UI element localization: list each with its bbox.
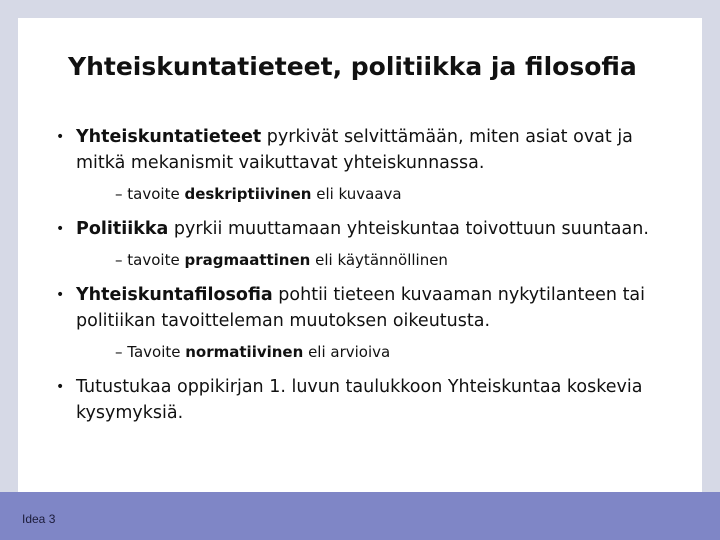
sub-item bbox=[56, 249, 676, 271]
sub-suffix: eli käytännöllinen bbox=[310, 251, 448, 269]
slide bbox=[18, 18, 702, 492]
bullet-text: pohtii tieteen kuvaaman nykytilanteen tai politiikan tavoitteleman muutoksen oikeutusta. bbox=[76, 285, 646, 331]
bullet-item bbox=[56, 216, 676, 242]
sub-suffix: eli kuvaava bbox=[311, 185, 402, 203]
bullet-bold-term: Yhteiskuntafilosofia bbox=[76, 285, 273, 305]
bullet-text: pyrkii muuttamaan yhteiskuntaa toivottuun suuntaan. bbox=[168, 219, 649, 239]
bullet-item bbox=[56, 282, 676, 334]
bullet-item bbox=[56, 374, 676, 426]
sub-bold-term: normatiivinen bbox=[185, 343, 304, 361]
sub-suffix: eli arvioiva bbox=[303, 343, 391, 361]
bullet-item bbox=[56, 124, 676, 176]
bullet-icon: • bbox=[56, 221, 65, 237]
footer-bar bbox=[0, 492, 720, 540]
bullet-bold-term: Yhteiskuntatieteet bbox=[76, 127, 262, 147]
bullet-icon: • bbox=[56, 129, 65, 145]
slide-content bbox=[56, 124, 676, 426]
sub-bold-term: pragmaattinen bbox=[184, 251, 311, 269]
sub-bold-term: deskriptiivinen bbox=[184, 185, 312, 203]
sub-prefix: – tavoite bbox=[115, 185, 185, 203]
sub-prefix: – Tavoite bbox=[115, 343, 186, 361]
footer-label: Idea 3 bbox=[22, 512, 56, 526]
slide-title: Yhteiskuntatieteet, politiikka ja filosofia bbox=[68, 52, 637, 81]
bullet-text: pyrkivät selvittämään, miten asiat ovat ja mitkä mekanismit vaikuttavat yhteiskunnassa. bbox=[76, 127, 633, 173]
sub-prefix: – tavoite bbox=[115, 251, 185, 269]
bullet-text: Tutustukaa oppikirjan 1. luvun taulukkoon Yhteiskuntaa koskevia kysymyksiä. bbox=[76, 377, 643, 423]
sub-item bbox=[56, 341, 676, 363]
bullet-bold-term: Politiikka bbox=[76, 219, 169, 239]
bullet-icon: • bbox=[56, 379, 65, 395]
sub-item bbox=[56, 183, 676, 205]
bullet-icon: • bbox=[56, 287, 65, 303]
